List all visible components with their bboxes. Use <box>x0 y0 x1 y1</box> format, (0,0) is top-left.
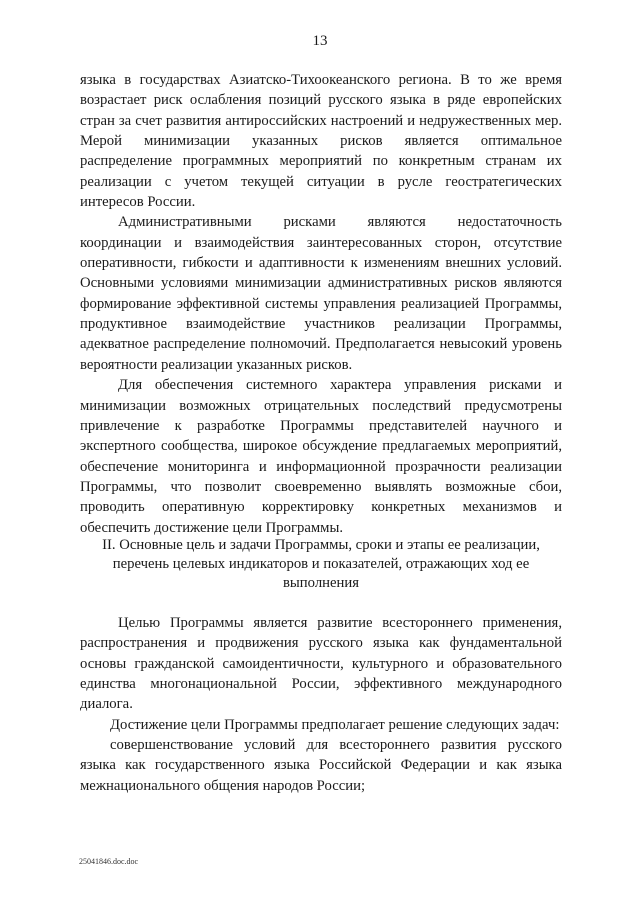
paragraph-risk-management: Для обеспечения системного характера управления рисками и минимизации возможных отрицательных последствий предусмотрены привлечение к разработке Программы представителей научного и экспертного сообщества, широкое обсуждение предлагаемых мероприятий, обеспечение мониторинга и информационной прозрачности реализации Программы, что позволит своевременно выявлять возможные сбои, проводить оперативную корректировку конкретных механизмов и обеспечить достижение цели Программы. <box>80 377 562 536</box>
footer-file-code: 25041846.doc.doc <box>79 857 139 866</box>
paragraph-tasks-intro: Достижение цели Программы предполагает решение следующих задач: <box>110 716 560 733</box>
section-heading-line-1: II. Основные цель и задачи Программы, сроки и этапы ее реализации, <box>102 537 540 553</box>
paragraph-risk-geopolitical: языка в государствах Азиатско-Тихоокеанского региона. В то же время возрастает риск ослабления позиций русского языка в ряде европейских стран за счет развития антироссийских настроений и недружественных мер. Мерой минимизации указанных рисков является оптимальное распределение программных мероприятий по конкретным странам их реализации с учетом текущей ситуации в русле геостратегических интересов России. <box>80 72 562 211</box>
section-heading <box>80 536 562 593</box>
section-heading-line-3: выполнения <box>283 575 359 591</box>
section-heading-line-2: перечень целевых индикаторов и показателей, отражающих ход ее <box>112 556 530 572</box>
page-number: 13 <box>312 33 328 49</box>
section-body-text <box>80 613 562 796</box>
paragraph-administrative-risks: Административными рисками являются недостаточность координации и взаимодействия заинтересованных сторон, отсутствие оперативности, гибкости и адаптивности к изменениям внешних условий. Основными условиями минимизации административных рисков являются формирование эффективной системы управления реализацией Программы, продуктивное взаимодействие участников реализации Программы, адекватное распределение полномочий. Предполагается невысокий уровень вероятности реализации указанных рисков. <box>80 214 562 373</box>
paragraph-program-goal: Целью Программы является развитие всестороннего применения, распространения и продвижения русского языка как фундаментальной основы гражданской самоидентичности, культурного и образовательного единства многонациональной России, эффективного международного диалога. <box>80 615 562 713</box>
paragraph-task-1: совершенствование условий для всестороннего развития русского языка как государственного языка Российской Федерации и как языка межнационального общения народов России; <box>80 737 562 794</box>
body-text-block <box>80 70 562 538</box>
